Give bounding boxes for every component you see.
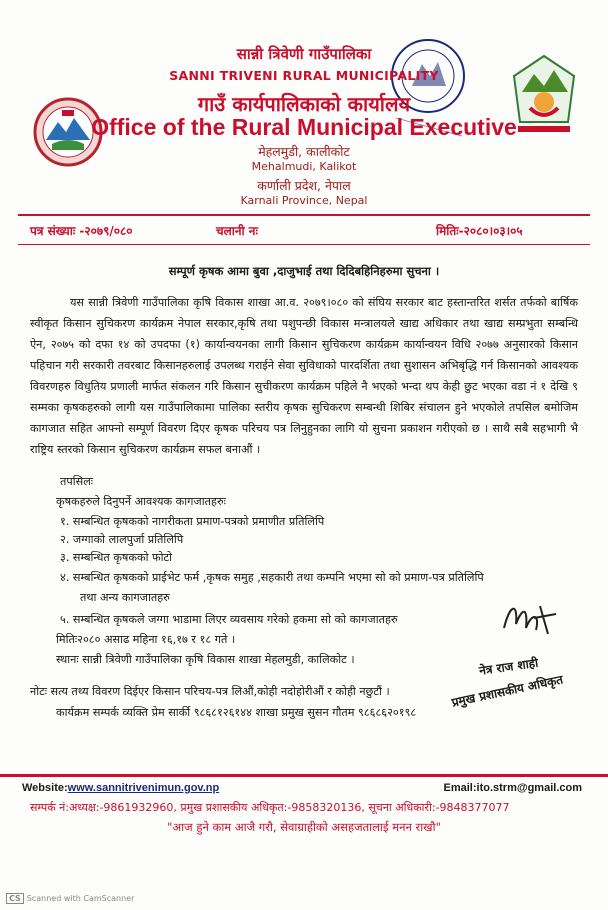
program-place: स्थानः सान्नी त्रिवेणी गाउँपालिका कृषि विकास शाखा मेहलमुडी, कालिकोट ।	[56, 653, 355, 666]
province-en: Karnali Province, Nepal	[240, 194, 368, 207]
chalani-number: चलानी नः	[216, 224, 258, 238]
camscanner-watermark	[6, 893, 134, 904]
doc-item-3: ३. सम्बन्धित कृषकको फोटो	[60, 551, 173, 564]
office-name-np: गाउँ कार्यपालिकाको कार्यालय	[197, 92, 411, 116]
doc-item-5: ५. सम्बन्धित कृषकले जग्गा भाडामा लिएर व्यवसाय गरेको हकमा सो को कागजातहरु	[60, 613, 398, 626]
doc-item-4-cont: तथा अन्य कागजातहरु	[80, 591, 170, 604]
ref-divider	[18, 244, 590, 245]
camscanner-icon: CS	[6, 893, 24, 904]
footer-motto: "आज हुने काम आजै गरौ, सेवाग्राहीको असहजतालाई मनन राखौ"	[167, 820, 441, 834]
camscanner-text: Scanned with CamScanner	[26, 894, 135, 903]
office-name-en: Office of the Rural Municipal Executive	[91, 114, 517, 140]
footer-contact: सम्पर्क नं:अध्यक्ष:-9861932960, प्रमुख प्रशासकीय अधिकृत:-9858320136, सूचना अधिकारी:-9848377077	[30, 801, 510, 814]
website-link[interactable]: www.sannitrivenimun.gov.np	[67, 782, 220, 794]
signatory-title: प्रमुख प्रशासकीय अधिकृत	[450, 672, 565, 710]
note-line: नोटः सत्य तथ्य विवरण दिईएर किसान परिचय-पत्र लिऔं,कोही नदोहोरीऔं र कोही नछुटौं ।	[30, 685, 390, 698]
province-np: कर्णाली प्रदेश, नेपाल	[257, 178, 351, 193]
footer-website	[22, 782, 219, 794]
signature-mark	[500, 594, 560, 640]
location-np: मेहलमुडी, कालीकोट	[258, 144, 350, 159]
patra-sankhya: पत्र संख्याः -२०७९/०८०	[30, 224, 133, 238]
location-en: Mehalmudi, Kalikot	[251, 160, 357, 173]
doc-item-2: २. जग्गाको लालपुर्जा प्रतिलिपि	[60, 533, 184, 546]
doc-item-1: १. सम्बन्धित कृषकको नागरीकता प्रमाण-पत्रको प्रमाणीत प्रतिलिपि	[60, 515, 325, 528]
footer-divider	[0, 774, 608, 777]
footer-email[interactable]: Email:ito.strm@gmail.com	[443, 782, 582, 794]
contact-person-line: कार्यक्रम सम्पर्क व्यक्ति प्रेम सार्की ९८६८१२६१४४ शाखा प्रमुख सुसन गौतम ९८६८६२०१९८	[56, 706, 417, 719]
website-label: Website:	[22, 782, 68, 794]
header-divider	[18, 214, 590, 216]
document-date: मितिः-२०८०।०३।०५	[436, 224, 523, 238]
docs-heading: कृषकहरुले दिनुपर्ने आवश्यक कागजातहरुः	[56, 495, 226, 508]
body-paragraph: यस सान्नी त्रिवेणी गाउँपालिका कृषि विकास शाखा आ.व. २०७९।०८० को संघिय सरकार बाट हस्तान्तरित शर्सत तर्फको बार्षिक स्वीकृत किसान सुचिकरण कार्यक्रम नेपाल सरकार,कृषि तथा पशुपन्छी विकास मन्त्रालयले खाद्य अधिकार तथा खाद्य सम्प्रभुता सम्बन्धि ऐन, २०७५ को दफा १४ को उपदफा (१) कार्यान्वयनका लागी किसान सुचिकरण कार्यक्रम कार्यान्वयन विधि २०७७ अनुसारको किसान पहिचान गरी सरकारी तवरबाट किसानहरुलाई उपलब्ध गराईने सेवा सुविधाको पारदर्शिता तथा सुशासन अभिबृद्धि गर्न किसानको आवश्यक विवरणहरु विधुतिय प्रणाली मार्फत संकलन गरि किसान सुचीकरण कार्यक्रम पहिले नै भएको भन्दा थप केही छुट भएका वडा नं १ देखि ९ सम्मका कृषकहरुको लागी यस गाउँपालिकामा पालिका स्तरीय कृषक सुचिकरण सम्बन्धी शिबिर संचालन हुने भएकोले तपसिल बमोजिम कागजात सहित आफ्नो सम्पूर्ण विवरण दिएर कृषक परिचय पत्र लिनुहुनका लागि यो सुचना प्रकाशन गरीएको छ । साथै सबै सहभागी भै राष्ट्रिय स्तरको किसान सुचिकरण कार्यक्रम सफल बनाऔं ।	[30, 296, 578, 456]
notice-subject: सम्पूर्ण कृषक आमा बुवा ,दाजुभाई तथा दिदिबहिनिहरुमा सुचना ।	[168, 264, 440, 278]
municipality-name-np: सान्नी त्रिवेणी गाउँपालिका	[236, 45, 372, 63]
program-date: मितिः२०८० असाढ महिना १६,१७ र १८ गते ।	[56, 633, 236, 646]
doc-item-4: ४. सम्बन्धित कृषकको प्राईभेट फर्म ,कृषक समुह ,सहकारी तथा कम्पनि भएमा सो को प्रमाण-पत्र प्रतिलिपि	[60, 571, 484, 584]
municipality-name-en: SANNI TRIVENI RURAL MUNICIPALITY	[169, 68, 439, 83]
tapsil-label: तपसिलः	[60, 475, 94, 488]
signatory-name: नेत्र राज शाही	[478, 655, 539, 678]
